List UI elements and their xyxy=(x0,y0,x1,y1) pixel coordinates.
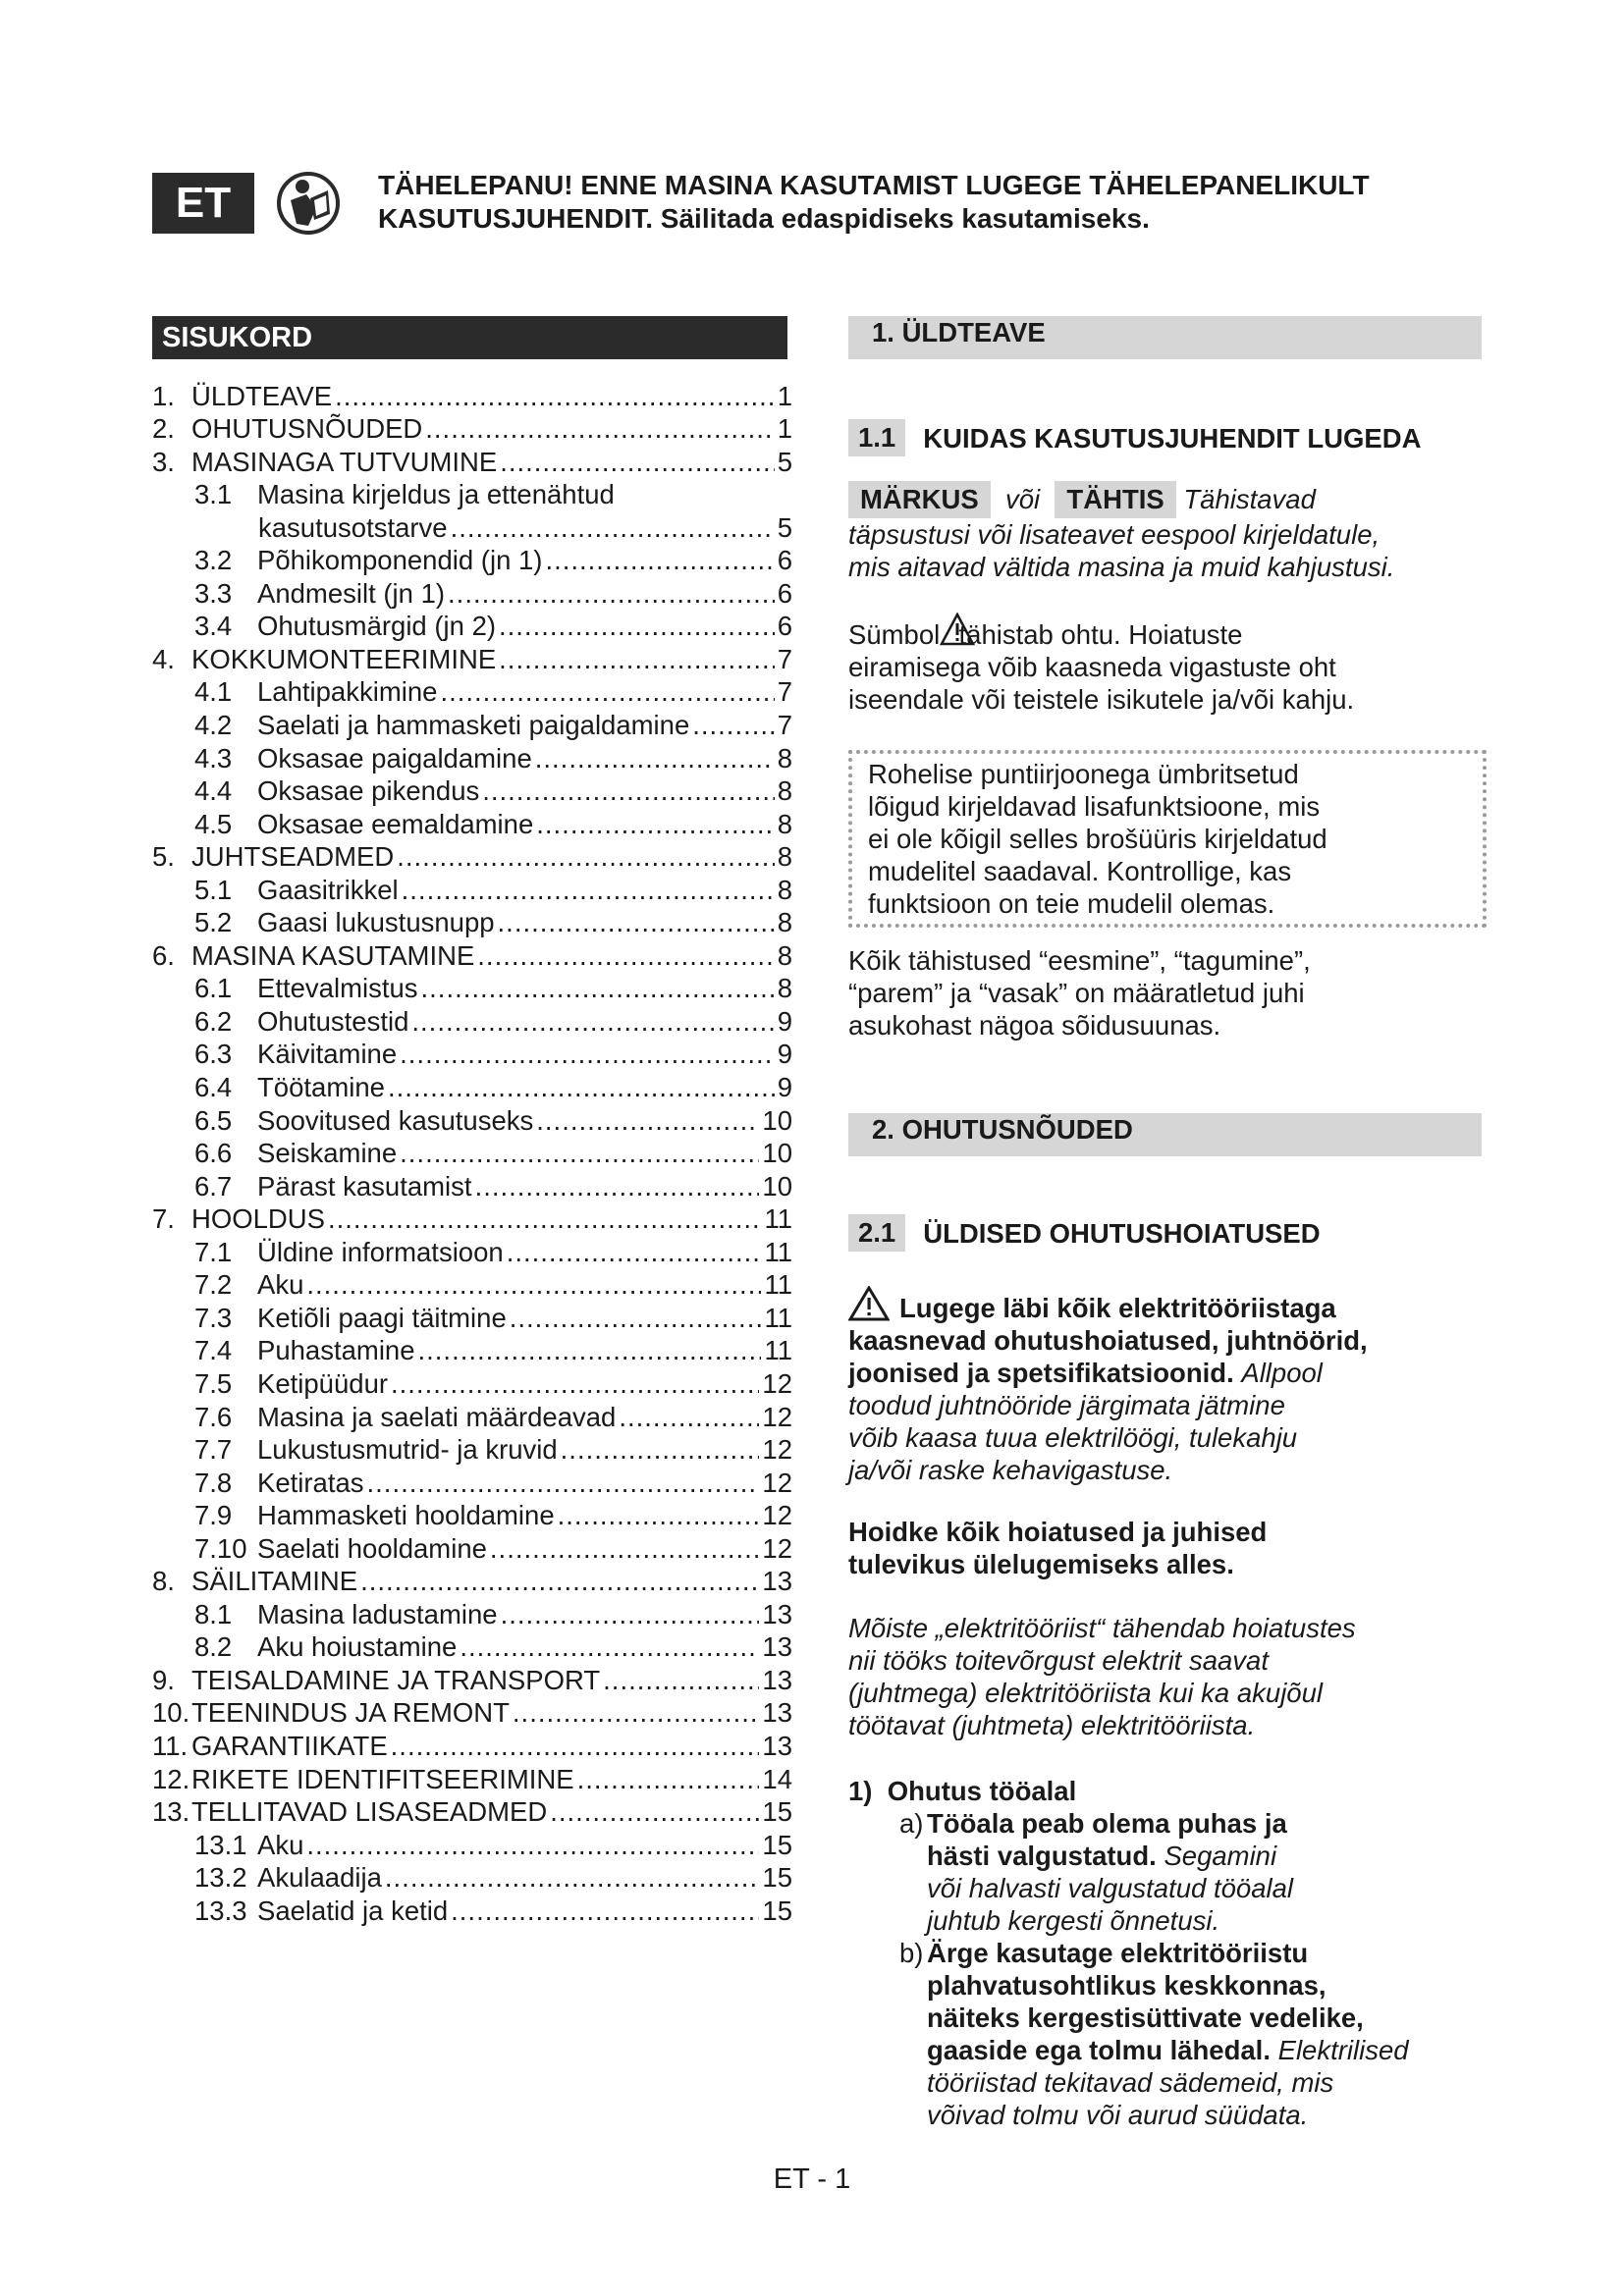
toc-entry-label: TEISALDAMINE JA TRANSPORT xyxy=(191,1664,601,1695)
toc-entry-page: 15 xyxy=(762,1796,792,1828)
section-1-1-heading: 1.1 KUIDAS KASUTUSJUHENDIT LUGEDA xyxy=(848,419,1487,456)
toc-entry-page: 9 xyxy=(777,1005,792,1037)
toc-entry-number: 6.7 xyxy=(194,1170,233,1201)
toc-entry-number: 11. xyxy=(152,1730,189,1761)
direction-paragraph: Kõik tähistused “eesmine”, “tagumine”, “parem” ja “vasak” on määratletud juhi asukohast nägoa sõidusuunas. xyxy=(848,945,1311,1041)
toc-entry-number: 7.3 xyxy=(194,1302,233,1333)
toc-entry xyxy=(152,741,792,774)
toc-entry xyxy=(152,774,792,808)
toc-entry-page: 12 xyxy=(762,1434,792,1466)
toc-entry-page: 12 xyxy=(762,1467,792,1498)
toc-entry-number: 4.2 xyxy=(194,710,233,741)
toc-entry xyxy=(152,1137,792,1170)
toc-leader-dots xyxy=(535,743,775,774)
toc-entry-page: 1 xyxy=(777,380,792,411)
toc-entry-page: 12 xyxy=(762,1367,792,1399)
toc-entry-number: 4.5 xyxy=(194,808,233,839)
toc-entry xyxy=(152,840,792,874)
toc-leader-dots xyxy=(418,1335,762,1366)
toc-entry xyxy=(152,938,792,972)
header-warning: TÄHELEPANU! ENNE MASINA KASUTAMIST LUGEGE TÄHELEPANELIKULT KASUTUSJUHENDIT. Säilitada edaspidiseks kasutamiseks. xyxy=(378,170,1370,234)
toc-entry xyxy=(152,1499,792,1532)
toc-leader-dots xyxy=(306,1269,761,1301)
toc-leader-dots xyxy=(692,710,774,741)
toc-entry-label: Andmesilt (jn 1) xyxy=(257,577,446,609)
toc-leader-dots xyxy=(545,545,774,576)
toc-entry-label: HOOLDUS xyxy=(191,1203,325,1235)
toc-entry-label: Ketipüüdur xyxy=(257,1367,389,1399)
toc-entry-number: 7.5 xyxy=(194,1367,233,1399)
toc-entry-label: Puhastamine xyxy=(257,1335,415,1366)
section-2-1-heading: 2.1 ÜLDISED OHUTUSHOIATUSED xyxy=(848,1214,1487,1252)
important-tag: TÄHTIS xyxy=(1055,481,1175,518)
toc-entry-label: Ketiõli paagi täitmine xyxy=(257,1302,507,1333)
toc-leader-dots xyxy=(391,1368,759,1400)
toc-entry-number: 10. xyxy=(152,1697,190,1729)
toc-entry-page: 5 xyxy=(777,446,792,477)
toc-leader-dots xyxy=(360,1566,759,1597)
toc-entry-number: 5.2 xyxy=(194,907,233,938)
toc-entry-number: 6.6 xyxy=(194,1138,233,1169)
toc-leader-dots xyxy=(558,1500,760,1531)
note-tag: MÄRKUS xyxy=(848,481,991,518)
toc-entry-label: Ohutustestid xyxy=(257,1005,409,1037)
toc-entry-label: Aku xyxy=(257,1829,304,1860)
toc-entry-page: 13 xyxy=(762,1664,792,1695)
toc-entry xyxy=(152,1433,792,1467)
toc-entry xyxy=(152,1729,792,1762)
toc-entry-number: 12. xyxy=(152,1763,190,1794)
toc-entry xyxy=(152,1334,792,1367)
toc-entry-number: 3.2 xyxy=(194,545,233,576)
toc-entry-label: RIKETE IDENTIFITSEERIMINE xyxy=(191,1763,574,1794)
toc-entry xyxy=(152,1103,792,1137)
toc-leader-dots xyxy=(367,1468,760,1499)
toc-entry-label: Soovitused kasutuseks xyxy=(257,1104,534,1136)
general-warning-paragraph: Lugege läbi kõik elektritööriistaga kaasnevad ohutushoiatused, juhtnöörid, joonised ja spetsifikatsioonid. Allpool toodud juhtnööride järgimata jätmine võib kaasa tuua elektrilöögi, tulekahju ja/või raske kehavigastuse. xyxy=(848,1286,1487,1486)
toc-entry-page: 6 xyxy=(777,545,792,576)
toc-entry-label: Pärast kasutamist xyxy=(257,1170,472,1201)
toc-entry-page: 13 xyxy=(762,1697,792,1729)
toc-entry-page: 9 xyxy=(777,1072,792,1103)
toc-entry-number: 7.4 xyxy=(194,1335,233,1366)
toc-entry xyxy=(152,873,792,906)
toc-entry-page: 11 xyxy=(764,1335,792,1366)
toc-entry-label: Oksasae paigaldamine xyxy=(257,742,532,774)
toc-entry-number: 13.1 xyxy=(194,1829,247,1860)
toc-entry xyxy=(152,510,792,544)
toc-entry xyxy=(152,1565,792,1598)
toc-leader-dots xyxy=(306,1830,759,1861)
toc-entry-number: 3.1 xyxy=(194,479,233,510)
toc-entry xyxy=(152,478,792,511)
toc-leader-dots xyxy=(440,676,774,708)
toc-entry xyxy=(152,1038,792,1071)
toc-entry-label: Saelatid ja ketid xyxy=(257,1895,449,1926)
toc-entry-number: 3. xyxy=(152,446,175,477)
toc-entry-page: 10 xyxy=(762,1138,792,1169)
toc-entry xyxy=(152,1762,792,1795)
toc-entry-page: 15 xyxy=(762,1895,792,1926)
toc-entry-page: 14 xyxy=(762,1763,792,1794)
toc-entry-label: Gaasitrikkel xyxy=(257,874,399,905)
toc-entry xyxy=(152,675,792,709)
toc-entry-label: Aku hoiustamine xyxy=(257,1631,458,1663)
toc-entry-page: 8 xyxy=(777,841,792,873)
toc-entry-label: Ohutusmärgid (jn 2) xyxy=(257,611,497,642)
toc-entry-page: 10 xyxy=(762,1170,792,1201)
toc-entry-page: 5 xyxy=(777,511,792,543)
toc-entry-label: Oksasae pikendus xyxy=(257,775,480,807)
toc-entry-label: Seiskamine xyxy=(257,1138,398,1169)
toc-title: SISUKORD xyxy=(152,316,787,359)
toc-entry-label: JUHTSEADMED xyxy=(191,841,395,873)
toc-entry xyxy=(152,1861,792,1895)
toc-entry-page: 12 xyxy=(762,1401,792,1432)
toc-entry-label: GARANTIIKATE xyxy=(191,1730,388,1761)
toc-entry xyxy=(152,1202,792,1236)
toc-entry-number: 7. xyxy=(152,1203,175,1235)
toc-entry-label: Saelati ja hammasketi paigaldamine xyxy=(257,710,690,741)
toc-leader-dots xyxy=(425,413,774,445)
toc-leader-dots xyxy=(402,875,775,906)
keep-instructions: Hoidke kõik hoiatused ja juhised tulevikus ülelugemiseks alles. xyxy=(848,1517,1268,1579)
toc-entry-label: Ketiratas xyxy=(257,1467,364,1498)
toc-entry-number: 8.2 xyxy=(194,1631,233,1663)
toc-entry-number: 7.6 xyxy=(194,1401,233,1432)
toc-leader-dots xyxy=(536,809,774,840)
toc-entry xyxy=(152,576,792,610)
toc-entry-number: 2. xyxy=(152,413,175,445)
warning-triangle-icon xyxy=(848,1286,890,1321)
toc-entry-page: 15 xyxy=(762,1862,792,1894)
toc-leader-dots xyxy=(411,1006,774,1038)
toc-entry xyxy=(152,1301,792,1334)
toc-leader-dots xyxy=(498,907,775,938)
toc-entry-number: 6.5 xyxy=(194,1104,233,1136)
toc-entry-page: 15 xyxy=(762,1829,792,1860)
toc-entry-page: 11 xyxy=(764,1269,792,1301)
toc-entry-page: 13 xyxy=(762,1730,792,1761)
toc-leader-dots xyxy=(421,973,775,1004)
toc-leader-dots xyxy=(451,1896,759,1927)
toc-entry-page: 8 xyxy=(777,775,792,807)
toc-entry-page: 8 xyxy=(777,907,792,938)
toc-entry-number: 4.1 xyxy=(194,676,233,708)
toc-entry-label: Hammasketi hooldamine xyxy=(257,1500,555,1531)
toc-entry-page: 6 xyxy=(777,611,792,642)
toc-entry-label: TELLITAVAD LISASEADMED xyxy=(191,1796,548,1828)
symbol-paragraph: Sümbol tähistab ohtu. Hoiatuste eiramisega võib kaasneda vigastuste oht iseendale või teistele isikutele ja/või kahju. xyxy=(848,613,1487,716)
definition-paragraph: Mõiste „elektritööriist“ tähendab hoiatustes nii tööks toitevõrgust elektrit saavat (juhtmega) elektritööriista kui ka akujõul töötavat (juhtmeta) elektritööriista. xyxy=(848,1613,1356,1740)
table-of-contents xyxy=(152,379,792,1927)
toc-entry-page: 11 xyxy=(764,1236,792,1267)
toc-entry-number: 7.7 xyxy=(194,1434,233,1466)
toc-leader-dots xyxy=(603,1665,759,1696)
toc-entry xyxy=(152,1366,792,1400)
toc-entry-label: Lukustusmutrid- ja kruvid xyxy=(257,1434,558,1466)
toc-entry-page: 8 xyxy=(777,742,792,774)
toc-leader-dots xyxy=(482,775,774,807)
toc-entry xyxy=(152,1795,792,1829)
toc-entry xyxy=(152,1466,792,1499)
toc-leader-dots xyxy=(385,1862,760,1894)
toc-entry-number: 1. xyxy=(152,380,175,411)
toc-entry-label: OHUTUSNÕUDED xyxy=(191,413,423,445)
toc-entry-number: 4.3 xyxy=(194,742,233,774)
toc-entry-number: 7.8 xyxy=(194,1467,233,1498)
toc-entry-label: kasutusotstarve xyxy=(258,511,448,543)
toc-entry-label: Käivitamine xyxy=(257,1039,398,1070)
toc-entry-number: 13.2 xyxy=(194,1862,247,1894)
toc-entry-number: 6.4 xyxy=(194,1072,233,1103)
toc-entry-label: ÜLDTEAVE xyxy=(191,380,333,411)
toc-leader-dots xyxy=(536,1105,759,1137)
toc-entry-label: Masina ladustamine xyxy=(257,1598,498,1629)
section-1-heading: 1. ÜLDTEAVE xyxy=(848,316,1482,359)
toc-entry-number: 4. xyxy=(152,643,175,674)
toc-entry-page: 13 xyxy=(762,1631,792,1663)
toc-entry xyxy=(152,544,792,577)
toc-entry xyxy=(152,1531,792,1565)
toc-entry xyxy=(152,1070,792,1103)
toc-entry xyxy=(152,1663,792,1696)
toc-entry xyxy=(152,1597,792,1630)
toc-entry-label: Akulaadija xyxy=(257,1862,382,1894)
toc-entry-label: Masina ja saelati määrdeavad xyxy=(257,1401,617,1432)
toc-entry-number: 6. xyxy=(152,939,175,971)
toc-entry-label: Saelati hooldamine xyxy=(257,1532,487,1564)
toc-entry xyxy=(152,412,792,446)
toc-entry-page: 1 xyxy=(777,413,792,445)
toc-entry-label: MASINA KASUTAMINE xyxy=(191,939,475,971)
toc-entry-number: 6.2 xyxy=(194,1005,233,1037)
language-badge: ET xyxy=(152,173,254,234)
toc-entry-number: 8. xyxy=(152,1566,175,1597)
toc-entry-number: 8.1 xyxy=(194,1598,233,1629)
toc-entry-page: 8 xyxy=(777,939,792,971)
toc-entry-page: 11 xyxy=(764,1203,792,1235)
toc-entry-number: 5. xyxy=(152,841,175,873)
toc-entry xyxy=(152,708,792,741)
toc-entry xyxy=(152,1894,792,1927)
toc-entry xyxy=(152,642,792,675)
toc-entry-number: 3.3 xyxy=(194,577,233,609)
toc-entry-label: MASINAGA TUTVUMINE xyxy=(191,446,498,477)
toc-leader-dots xyxy=(577,1764,760,1795)
toc-entry-number: 3.4 xyxy=(194,611,233,642)
toc-entry xyxy=(152,1268,792,1302)
toc-leader-dots xyxy=(513,1697,759,1729)
toc-entry-label: Põhikomponendid (jn 1) xyxy=(257,545,543,576)
toc-entry-number: 7.1 xyxy=(194,1236,233,1267)
toc-entry-label: Ettevalmistus xyxy=(257,973,418,1004)
toc-entry xyxy=(152,1828,792,1861)
toc-entry-page: 12 xyxy=(762,1500,792,1531)
toc-entry-page: 12 xyxy=(762,1532,792,1564)
toc-entry-page: 10 xyxy=(762,1104,792,1136)
toc-entry-label: Masina kirjeldus ja ettenähtud xyxy=(257,479,615,510)
toc-entry-page: 8 xyxy=(777,973,792,1004)
toc-leader-dots xyxy=(477,940,774,972)
read-manual-icon xyxy=(277,169,340,238)
toc-entry-page: 13 xyxy=(762,1566,792,1597)
page-number: ET - 1 xyxy=(773,2163,851,2195)
toc-entry xyxy=(152,445,792,478)
toc-leader-dots xyxy=(400,1039,775,1070)
toc-entry-number: 7.2 xyxy=(194,1269,233,1301)
toc-leader-dots xyxy=(561,1434,760,1466)
toc-entry-label: Aku xyxy=(257,1269,304,1301)
toc-entry-label: Oksasae eemaldamine xyxy=(257,808,534,839)
toc-entry-number: 9. xyxy=(152,1664,175,1695)
toc-entry-page: 8 xyxy=(777,874,792,905)
toc-leader-dots xyxy=(475,1171,760,1202)
toc-leader-dots xyxy=(499,644,775,675)
toc-entry-page: 13 xyxy=(762,1598,792,1629)
toc-entry xyxy=(152,807,792,840)
toc-entry xyxy=(152,1696,792,1730)
toc-entry-label: KOKKUMONTEERIMINE xyxy=(191,643,497,674)
toc-entry-label: Töötamine xyxy=(257,1072,385,1103)
toc-leader-dots xyxy=(619,1402,759,1433)
toc-leader-dots xyxy=(400,1138,759,1169)
toc-entry-label: TEENINDUS JA REMONT xyxy=(191,1697,510,1729)
toc-entry-number: 6.3 xyxy=(194,1039,233,1070)
toc-entry-number: 4.4 xyxy=(194,775,233,807)
toc-leader-dots xyxy=(499,611,775,642)
toc-entry xyxy=(152,972,792,1005)
toc-leader-dots xyxy=(500,447,775,478)
toc-entry xyxy=(152,379,792,412)
toc-leader-dots xyxy=(550,1796,759,1828)
toc-leader-dots xyxy=(328,1203,761,1235)
toc-entry xyxy=(152,610,792,643)
section-2-heading: 2. OHUTUSNÕUDED xyxy=(848,1113,1482,1156)
toc-leader-dots xyxy=(460,1631,759,1663)
toc-entry-page: 6 xyxy=(777,577,792,609)
toc-leader-dots xyxy=(451,512,775,544)
toc-leader-dots xyxy=(501,1599,760,1630)
toc-entry-number: 5.1 xyxy=(194,874,233,905)
toc-entry-label: Üldine informatsioon xyxy=(257,1236,504,1267)
notation-paragraph: MÄRKUS või TÄHTIS Tähistavad täpsustusi või lisateavet eespool kirjeldatule, mis aitavad vältida masina ja muid kahjustusi. xyxy=(848,481,1487,583)
toc-entry-number: 13. xyxy=(152,1796,190,1828)
optional-feature-box: Rohelise puntiirjoonega ümbritsetud lõigud kirjeldavad lisafunktsioone, mis ei ole kõigil selles brošüüris kirjeldatud mudelitel saadaval. Kontrollige, kas funktsioon on teie mudelil olemas. xyxy=(848,750,1487,928)
toc-entry xyxy=(152,906,792,939)
toc-entry-label: Gaasi lukustusnupp xyxy=(257,907,495,938)
toc-leader-dots xyxy=(490,1533,759,1565)
toc-entry-label: Lahtipakkimine xyxy=(257,676,438,708)
toc-entry xyxy=(152,1235,792,1268)
toc-entry-page: 11 xyxy=(764,1302,792,1333)
work-area-safety: 1) Ohutus tööalal a) Tööala peab olema puhas ja hästi valgustatud. Segamini või halvasti valgustatud tööalal juhtub kergesti õnnetusi. b) Ärge kasutage elektritööriistu plahvatusohtlikus keskkonnas, näiteks kergestisüttivate vedelike, gaaside ega tolmu lähedal. Elektrilised tööriistad tekitavad sädemeid, mis võivad tolmu või aurud süüdata. xyxy=(848,1776,1409,2130)
toc-leader-dots xyxy=(391,1731,760,1762)
toc-leader-dots xyxy=(388,1072,775,1103)
toc-leader-dots xyxy=(510,1303,762,1334)
toc-entry-number: 13.3 xyxy=(194,1895,247,1926)
toc-leader-dots xyxy=(397,841,774,873)
toc-entry xyxy=(152,1004,792,1038)
toc-leader-dots xyxy=(448,578,775,610)
toc-entry-page: 7 xyxy=(777,710,792,741)
toc-entry-label: SÄILITAMINE xyxy=(191,1566,358,1597)
toc-entry xyxy=(152,1169,792,1202)
toc-entry xyxy=(152,1630,792,1664)
toc-entry-number: 7.9 xyxy=(194,1500,233,1531)
toc-entry-number: 7.10 xyxy=(194,1532,247,1564)
toc-entry-page: 7 xyxy=(777,643,792,674)
toc-entry xyxy=(152,1400,792,1433)
toc-entry-number: 6.1 xyxy=(194,973,233,1004)
toc-leader-dots xyxy=(335,381,775,412)
toc-entry-page: 7 xyxy=(777,676,792,708)
toc-entry-page: 8 xyxy=(777,808,792,839)
toc-entry-page: 9 xyxy=(777,1039,792,1070)
toc-leader-dots xyxy=(507,1237,762,1268)
